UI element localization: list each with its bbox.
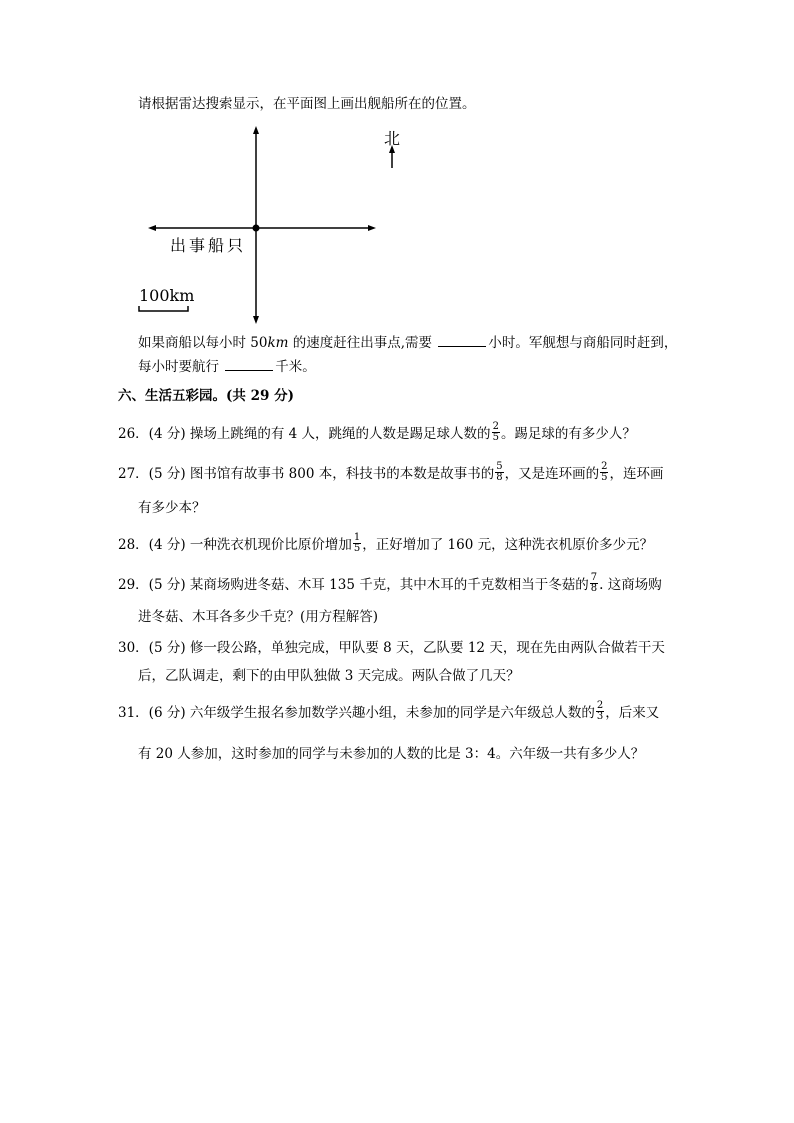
answer-blank-hours[interactable]	[438, 334, 486, 347]
question-31: 31．(6 分) 六年级学生报名参加数学兴趣小组，未参加的同学是六年级总人数的 $\frac{2}{3}$ ，后来又	[118, 700, 660, 722]
left-arrow	[148, 225, 156, 231]
ship-point	[253, 225, 260, 232]
answer-blank-km[interactable]	[225, 358, 273, 371]
question-28: 28．(4 分) 一种洗衣机现价比原价增加 $\frac{1}{5}$ ，正好增加了 160 元，这种洗衣机原价多少元？	[118, 532, 654, 554]
fraction: $\frac{2}{5}$	[492, 421, 499, 443]
down-arrow	[253, 316, 259, 324]
fraction: $\frac{7}{8}$	[590, 572, 598, 594]
fraction: $\frac{2}{3}$	[596, 700, 604, 722]
fraction: $\frac{1}{5}$	[353, 532, 361, 554]
fraction: $\frac{5}{8}$	[496, 461, 503, 483]
question-29-line2: 进冬菇、木耳各多少千克？(用方程解答)	[138, 609, 379, 625]
fraction: $\frac{2}{5}$	[601, 461, 608, 483]
ship-label: 出事船只	[170, 236, 247, 255]
north-label: 北	[384, 129, 401, 148]
speed-question-line2: 每小时要航行 千米。	[138, 359, 316, 375]
right-arrow	[368, 225, 376, 231]
section-heading: 六、生活五彩园。(共 29 分)	[118, 388, 294, 404]
question-26: 26．(4 分) 操场上跳绳的有 4 人，跳绳的人数是踢足球人数的 $\frac{2}{5}$ 。踢足球的有多少人？	[118, 421, 636, 443]
scale-bar	[139, 306, 188, 311]
question-29: 29．(5 分) 某商场购进冬菇、木耳 135 千克，其中木耳的千克数相当于冬菇的 $\frac{7}{8}$ . 这商场购	[118, 572, 662, 594]
question-30-line2: 后，乙队调走，剩下的由甲队独做 3 天完成。两队合做了几天？	[138, 668, 520, 684]
up-arrow	[253, 126, 259, 134]
question-27-line2: 有多少本？	[138, 500, 206, 516]
intro-text: 请根据雷达搜索显示，在平面图上画出舰船所在的位置。	[138, 96, 476, 112]
question-31-line2: 有 20 人参加，这时参加的同学与未参加的人数的比是 3：4。六年级一共有多少人？	[138, 746, 645, 762]
map-diagram	[0, 0, 794, 330]
question-27: 27．(5 分) 图书馆有故事书 800 本，科技书的本数是故事书的 $\frac{5}{8}$ ，又是连环画的 $\frac{2}{5}$ ，连环画	[118, 461, 664, 483]
question-30: 30．(5 分) 修一段公路，单独完成，甲队要 8 天，乙队要 12 天，现在先由两队合做若干天	[118, 640, 665, 656]
speed-question-line1: 如果商船以每小时 50km 的速度赶往出事点,需要 小时。军舰想与商船同时赶到，	[138, 335, 678, 351]
scale-label: 100km	[139, 286, 195, 305]
